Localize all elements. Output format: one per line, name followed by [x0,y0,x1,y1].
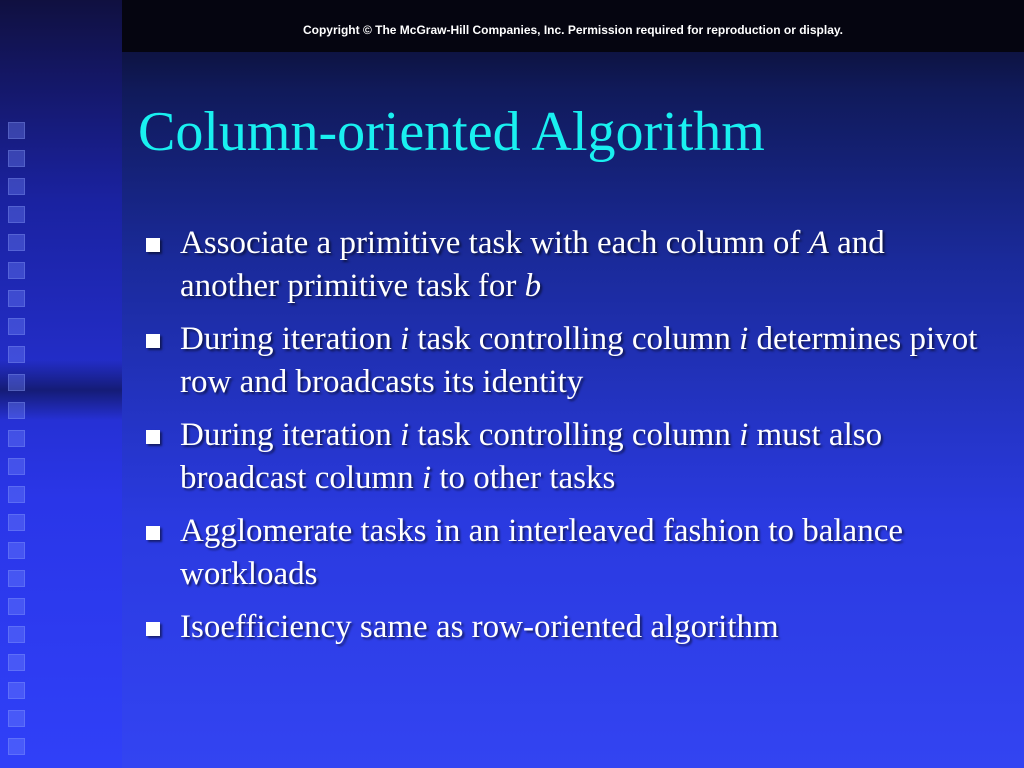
bullet-item [140,222,980,308]
decor-square [8,458,25,475]
copyright-notice: Copyright © The McGraw-Hill Companies, Inc. Permission required for reproduction or display. [302,23,844,37]
decor-square [8,486,25,503]
decor-square [8,738,25,755]
math-variable: i [399,417,410,453]
decor-square [8,710,25,727]
decor-square [8,570,25,587]
math-variable: i [739,321,749,357]
slide-title: Column-oriented Algorithm [138,101,765,163]
left-decorative-strip [0,0,122,768]
decor-square [8,318,25,335]
square-bullet-icon [146,526,160,540]
decor-square [8,626,25,643]
decor-square [8,206,25,223]
decorative-squares [8,122,26,766]
bullet-text: Agglomerate tasks in an interleaved fashion to balance workloads [180,513,903,592]
decor-square [8,682,25,699]
bullet-item [140,414,980,500]
bullet-list [140,222,980,659]
decor-square [8,514,25,531]
decor-square [8,402,25,419]
bullet-text: Isoefficiency same as row-oriented algorithm [180,609,779,645]
bullet-text: to other tasks [431,460,616,496]
bullet-text: During iteration [180,417,400,453]
bullet-text: task controlling column [409,321,740,357]
math-variable: i [421,460,432,496]
decor-square [8,346,25,363]
math-variable: i [399,321,410,357]
square-bullet-icon [146,334,160,348]
decor-square [8,654,25,671]
bullet-item [140,318,980,404]
decor-square [8,542,25,559]
math-variable: A [808,225,829,261]
math-variable: b [524,268,542,304]
decor-square [8,430,25,447]
bullet-text: Associate a primitive task with each column of [180,225,809,261]
decor-square [8,178,25,195]
bullet-text: determines pivot row and broadcasts its identity [180,321,978,400]
bullet-text: task controlling column [409,417,740,453]
decor-square [8,262,25,279]
decor-square [8,374,25,391]
square-bullet-icon [146,238,160,252]
decor-square [8,234,25,251]
decor-square [8,290,25,307]
decor-square [8,122,25,139]
square-bullet-icon [146,430,160,444]
bullet-text: must also broadcast column [180,417,883,496]
decor-square [8,150,25,167]
bullet-text: During iteration [180,321,400,357]
bullet-item [140,510,980,596]
bullet-text: and another primitive task for [180,225,885,304]
square-bullet-icon [146,622,160,636]
math-variable: i [739,417,749,453]
decor-square [8,598,25,615]
bullet-item [140,606,980,649]
